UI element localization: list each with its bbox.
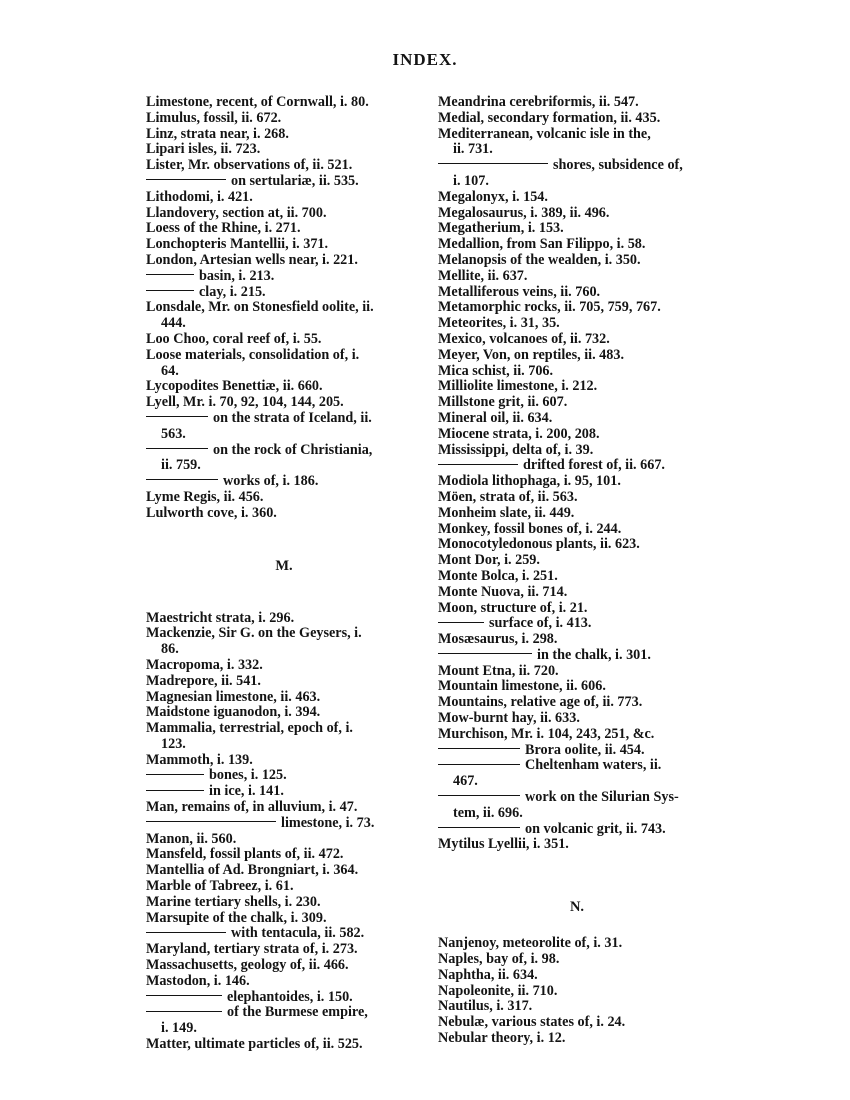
ditto-dash xyxy=(438,163,548,164)
entry-text: Brora oolite, ii. 454. xyxy=(525,741,645,758)
ditto-dash xyxy=(146,1011,222,1012)
entry-text: Lonsdale, Mr. on Stonesfield oolite, ii. xyxy=(146,299,374,316)
index-entry xyxy=(146,863,422,879)
entry-text: Lycopodites Benettiæ, ii. 660. xyxy=(146,378,323,395)
index-column-right xyxy=(438,95,716,1047)
ditto-dash xyxy=(146,274,194,275)
entry-text: with tentacula, ii. 582. xyxy=(231,925,365,942)
entry-text: Magnesian limestone, ii. 463. xyxy=(146,688,321,705)
entry-text: Meandrina cerebriformis, ii. 547. xyxy=(438,94,639,110)
entry-text: Maestricht strata, i. 296. xyxy=(146,609,295,626)
entry-text: Megalonyx, i. 154. xyxy=(438,188,548,205)
ditto-dash xyxy=(146,821,276,822)
entry-text: Mexico, volcanoes of, ii. 732. xyxy=(438,330,610,347)
entry-text: Lyell, Mr. i. 70, 92, 104, 144, 205. xyxy=(146,394,344,411)
entry-text: Lister, Mr. observations of, ii. 521. xyxy=(146,157,353,174)
entry-text: Megalosaurus, i. 389, ii. 496. xyxy=(438,204,610,221)
index-entry xyxy=(438,695,716,711)
entry-continuation: tem, ii. 696. xyxy=(453,804,523,821)
ditto-dash xyxy=(438,622,484,623)
entry-text: Megatherium, i. 153. xyxy=(438,220,564,237)
entry-text: Macropoma, i. 332. xyxy=(146,656,263,673)
entry-text: Metalliferous veins, ii. 760. xyxy=(438,283,601,300)
index-entry xyxy=(146,800,422,816)
entry-text: Mica schist, ii. 706. xyxy=(438,362,554,379)
index-entry xyxy=(146,816,422,832)
index-entry xyxy=(146,895,422,911)
index-entry xyxy=(438,601,716,617)
index-entry xyxy=(146,190,422,206)
index-entry xyxy=(146,490,422,506)
entry-text: Cheltenham waters, ii. xyxy=(525,757,662,774)
index-entry xyxy=(438,984,716,1000)
index-entry xyxy=(146,753,422,769)
index-entry xyxy=(146,847,422,863)
entry-text: Loo Choo, coral reef of, i. 55. xyxy=(146,330,322,347)
entry-text: Lithodomi, i. 421. xyxy=(146,188,253,205)
ditto-dash xyxy=(146,932,226,933)
entry-text: Lyme Regis, ii. 456. xyxy=(146,488,264,505)
entry-text: clay, i. 215. xyxy=(199,283,266,300)
index-entry xyxy=(438,111,716,127)
index-entry xyxy=(438,968,716,984)
entry-text: Marsupite of the chalk, i. 309. xyxy=(146,909,327,926)
entry-text: Linz, strata near, i. 268. xyxy=(146,125,289,142)
index-entry xyxy=(438,822,716,838)
ditto-dash xyxy=(146,790,204,791)
entry-text: Monte Nuova, ii. 714. xyxy=(438,583,568,600)
index-entry xyxy=(146,127,422,143)
index-entry xyxy=(146,1005,422,1021)
entry-text: shores, subsidence of, xyxy=(553,157,683,174)
entry-text: Mantellia of Ad. Brongniart, i. 364. xyxy=(146,862,359,879)
ditto-dash xyxy=(438,464,518,465)
entry-text: Nautilus, i. 317. xyxy=(438,998,533,1015)
ditto-dash xyxy=(146,290,194,291)
ditto-dash xyxy=(146,479,218,480)
index-entry xyxy=(438,1015,716,1031)
index-entry xyxy=(438,316,716,332)
index-entry xyxy=(438,237,716,253)
entry-text: Murchison, Mr. i. 104, 243, 251, &c. xyxy=(438,725,655,742)
entry-text: Nebulæ, various states of, i. 24. xyxy=(438,1014,626,1031)
entry-text: Limulus, fossil, ii. 672. xyxy=(146,109,282,126)
index-entry xyxy=(146,784,422,800)
index-entry xyxy=(438,458,716,474)
index-entry xyxy=(146,443,422,459)
entry-text: Monte Bolca, i. 251. xyxy=(438,567,558,584)
index-entry xyxy=(438,221,716,237)
index-entry xyxy=(438,490,716,506)
index-entry xyxy=(438,285,716,301)
index-entry xyxy=(146,300,422,316)
entry-text: London, Artesian wells near, i. 221. xyxy=(146,251,358,268)
index-entry xyxy=(146,206,422,222)
entry-text: Mississippi, delta of, i. 39. xyxy=(438,441,594,458)
index-entry xyxy=(438,711,716,727)
entry-text: Nanjenoy, meteorolite of, i. 31. xyxy=(438,935,623,952)
entry-text: Manon, ii. 560. xyxy=(146,830,237,847)
entry-text: Nebular theory, i. 12. xyxy=(438,1030,566,1047)
page-title: INDEX. xyxy=(392,50,458,69)
index-entry xyxy=(146,974,422,990)
ditto-dash xyxy=(438,764,520,765)
entry-text: Massachusetts, geology of, ii. 466. xyxy=(146,957,349,974)
index-entry xyxy=(146,379,422,395)
index-entry xyxy=(438,411,716,427)
ditto-dash xyxy=(146,448,208,449)
index-entry xyxy=(146,958,422,974)
index-entry xyxy=(146,158,422,174)
entry-text: Miocene strata, i. 200, 208. xyxy=(438,425,600,442)
entry-text: Mammoth, i. 139. xyxy=(146,751,253,768)
entry-text: Loess of the Rhine, i. 271. xyxy=(146,220,301,237)
entry-text: Mineral oil, ii. 634. xyxy=(438,409,553,426)
index-entry xyxy=(438,253,716,269)
index-entry xyxy=(146,506,422,522)
index-entry xyxy=(438,837,716,853)
entry-text: Mellite, ii. 637. xyxy=(438,267,528,284)
ditto-dash xyxy=(146,995,222,996)
index-entry xyxy=(146,411,422,427)
index-entry xyxy=(438,727,716,743)
entry-text: Madrepore, ii. 541. xyxy=(146,672,261,689)
index-entry xyxy=(438,506,716,522)
entry-continuation: 123. xyxy=(161,735,186,752)
ditto-dash xyxy=(146,774,204,775)
entry-text: Maryland, tertiary strata of, i. 273. xyxy=(146,941,358,958)
index-entry xyxy=(438,95,716,111)
index-entry xyxy=(438,648,716,664)
entry-text: Medial, secondary formation, ii. 435. xyxy=(438,109,661,126)
index-entry xyxy=(146,911,422,927)
entry-text: Mont Dor, i. 259. xyxy=(438,552,540,569)
index-entry xyxy=(146,690,422,706)
entry-text: bones, i. 125. xyxy=(209,767,287,784)
entry-text: Mountains, relative age of, ii. 773. xyxy=(438,694,643,711)
index-entry xyxy=(146,95,422,111)
entry-text: Naples, bay of, i. 98. xyxy=(438,951,560,968)
index-entry xyxy=(438,553,716,569)
entry-text: Marine tertiary shells, i. 230. xyxy=(146,893,321,910)
entry-text: Möen, strata of, ii. 563. xyxy=(438,488,578,505)
index-entry xyxy=(438,569,716,585)
index-entry xyxy=(438,427,716,443)
index-entry xyxy=(438,332,716,348)
index-entry xyxy=(146,926,422,942)
index-entry xyxy=(146,942,422,958)
index-entry xyxy=(438,664,716,680)
entry-continuation: ii. 731. xyxy=(453,141,493,158)
index-entry xyxy=(146,768,422,784)
entry-text: Lonchopteris Mantellii, i. 371. xyxy=(146,236,329,253)
entry-text: Monkey, fossil bones of, i. 244. xyxy=(438,520,622,537)
index-entry xyxy=(146,832,422,848)
index-entry xyxy=(146,111,422,127)
entry-text: of the Burmese empire, xyxy=(227,1004,368,1021)
index-entry xyxy=(438,348,716,364)
index-entry xyxy=(438,127,716,143)
entry-text: Meyer, Von, on reptiles, ii. 483. xyxy=(438,346,625,363)
index-entry xyxy=(438,158,716,174)
index-entry xyxy=(438,522,716,538)
entry-continuation: 467. xyxy=(453,773,478,790)
entry-text: Man, remains of, in alluvium, i. 47. xyxy=(146,799,358,816)
index-column-left xyxy=(146,95,422,1053)
entry-text: Mosæsaurus, i. 298. xyxy=(438,631,558,648)
index-entry xyxy=(438,758,716,774)
ditto-dash xyxy=(146,416,208,417)
entry-text: drifted forest of, ii. 667. xyxy=(523,457,665,474)
entry-continuation: ii. 759. xyxy=(161,457,201,474)
entry-text: Melanopsis of the wealden, i. 350. xyxy=(438,251,641,268)
entry-text: Mammalia, terrestrial, epoch of, i. xyxy=(146,720,353,737)
ditto-dash xyxy=(438,653,532,654)
index-entry xyxy=(146,990,422,1006)
entry-text: Monheim slate, ii. 449. xyxy=(438,504,575,521)
entry-text: elephantoides, i. 150. xyxy=(227,988,353,1005)
entry-text: Lipari isles, ii. 723. xyxy=(146,141,261,158)
index-entry xyxy=(438,364,716,380)
entry-text: surface of, i. 413. xyxy=(489,615,592,632)
index-entry xyxy=(146,611,422,627)
index-entry xyxy=(146,674,422,690)
index-entry xyxy=(438,443,716,459)
index-entry xyxy=(438,300,716,316)
entry-text: Modiola lithophaga, i. 95, 101. xyxy=(438,473,621,490)
section-heading: M. xyxy=(275,557,293,574)
index-entry xyxy=(146,332,422,348)
index-entry xyxy=(146,395,422,411)
index-entry xyxy=(146,253,422,269)
index-entry xyxy=(146,348,422,364)
entry-text: on the rock of Christiania, xyxy=(213,441,373,458)
entry-text: Maidstone iguanodon, i. 394. xyxy=(146,704,321,721)
section-heading: N. xyxy=(569,899,585,916)
entry-text: on sertulariæ, ii. 535. xyxy=(231,172,359,189)
index-entry xyxy=(146,1037,422,1053)
index-entry xyxy=(146,658,422,674)
index-entry xyxy=(438,474,716,490)
entry-text: Mackenzie, Sir G. on the Geysers, i. xyxy=(146,625,362,642)
entry-continuation: 86. xyxy=(161,641,179,658)
entry-continuation: i. 149. xyxy=(161,1020,197,1037)
entry-continuation: 444. xyxy=(161,315,186,332)
index-entry xyxy=(438,395,716,411)
entry-text: work on the Silurian Sys- xyxy=(525,789,679,806)
index-entry xyxy=(438,790,716,806)
index-entry xyxy=(146,626,422,642)
entry-text: Loose materials, consolidation of, i. xyxy=(146,346,360,363)
entry-text: limestone, i. 73. xyxy=(281,814,375,831)
index-entry xyxy=(438,269,716,285)
index-entry xyxy=(438,952,716,968)
entry-text: Mountain limestone, ii. 606. xyxy=(438,678,606,695)
index-entry xyxy=(438,616,716,632)
entry-text: Mytilus Lyellii, i. 351. xyxy=(438,836,569,853)
entry-text: works of, i. 186. xyxy=(223,473,319,490)
index-entry xyxy=(438,632,716,648)
entry-text: Naphtha, ii. 634. xyxy=(438,966,538,983)
entry-text: Mansfeld, fossil plants of, ii. 472. xyxy=(146,846,344,863)
index-entry xyxy=(146,142,422,158)
entry-text: Monocotyledonous plants, ii. 623. xyxy=(438,536,640,553)
index-entry xyxy=(146,269,422,285)
index-entry xyxy=(438,936,716,952)
ditto-dash xyxy=(438,748,520,749)
entry-text: Moon, structure of, i. 21. xyxy=(438,599,588,616)
index-entry xyxy=(146,174,422,190)
entry-text: Limestone, recent, of Cornwall, i. 80. xyxy=(146,94,369,110)
entry-text: on volcanic grit, ii. 743. xyxy=(525,820,666,837)
index-entry xyxy=(438,1031,716,1047)
entry-continuation: i. 107. xyxy=(453,172,489,189)
index-entry xyxy=(438,743,716,759)
index-entry xyxy=(438,999,716,1015)
entry-text: Matter, ultimate particles of, ii. 525. xyxy=(146,1036,363,1053)
entry-text: in the chalk, i. 301. xyxy=(537,646,651,663)
index-entry xyxy=(146,721,422,737)
entry-text: Llandovery, section at, ii. 700. xyxy=(146,204,327,221)
ditto-dash xyxy=(438,827,520,828)
entry-continuation: 64. xyxy=(161,362,179,379)
entry-text: Marble of Tabreez, i. 61. xyxy=(146,878,294,895)
index-entry xyxy=(438,537,716,553)
entry-text: Millstone grit, ii. 607. xyxy=(438,394,568,411)
index-entry xyxy=(146,705,422,721)
index-entry xyxy=(146,237,422,253)
entry-text: Napoleonite, ii. 710. xyxy=(438,982,558,999)
entry-text: basin, i. 213. xyxy=(199,267,275,284)
index-entry xyxy=(146,879,422,895)
index-entry xyxy=(146,474,422,490)
entry-text: Mastodon, i. 146. xyxy=(146,972,250,989)
ditto-dash xyxy=(438,795,520,796)
index-entry xyxy=(438,379,716,395)
entry-text: Milliolite limestone, i. 212. xyxy=(438,378,598,395)
index-entry xyxy=(146,221,422,237)
entry-text: Meteorites, i. 31, 35. xyxy=(438,315,560,332)
ditto-dash xyxy=(146,179,226,180)
entry-text: Mount Etna, ii. 720. xyxy=(438,662,559,679)
entry-text: on the strata of Iceland, ii. xyxy=(213,409,372,426)
index-entry xyxy=(146,285,422,301)
entry-text: in ice, i. 141. xyxy=(209,783,284,800)
entry-text: Medallion, from San Filippo, i. 58. xyxy=(438,236,646,253)
entry-text: Lulworth cove, i. 360. xyxy=(146,504,277,521)
index-entry xyxy=(438,679,716,695)
index-entry xyxy=(438,206,716,222)
entry-text: Mediterranean, volcanic isle in the, xyxy=(438,125,651,142)
entry-text: Mow-burnt hay, ii. 633. xyxy=(438,710,580,727)
entry-text: Metamorphic rocks, ii. 705, 759, 767. xyxy=(438,299,661,316)
index-entry xyxy=(438,190,716,206)
entry-continuation: 563. xyxy=(161,425,186,442)
index-entry xyxy=(438,585,716,601)
